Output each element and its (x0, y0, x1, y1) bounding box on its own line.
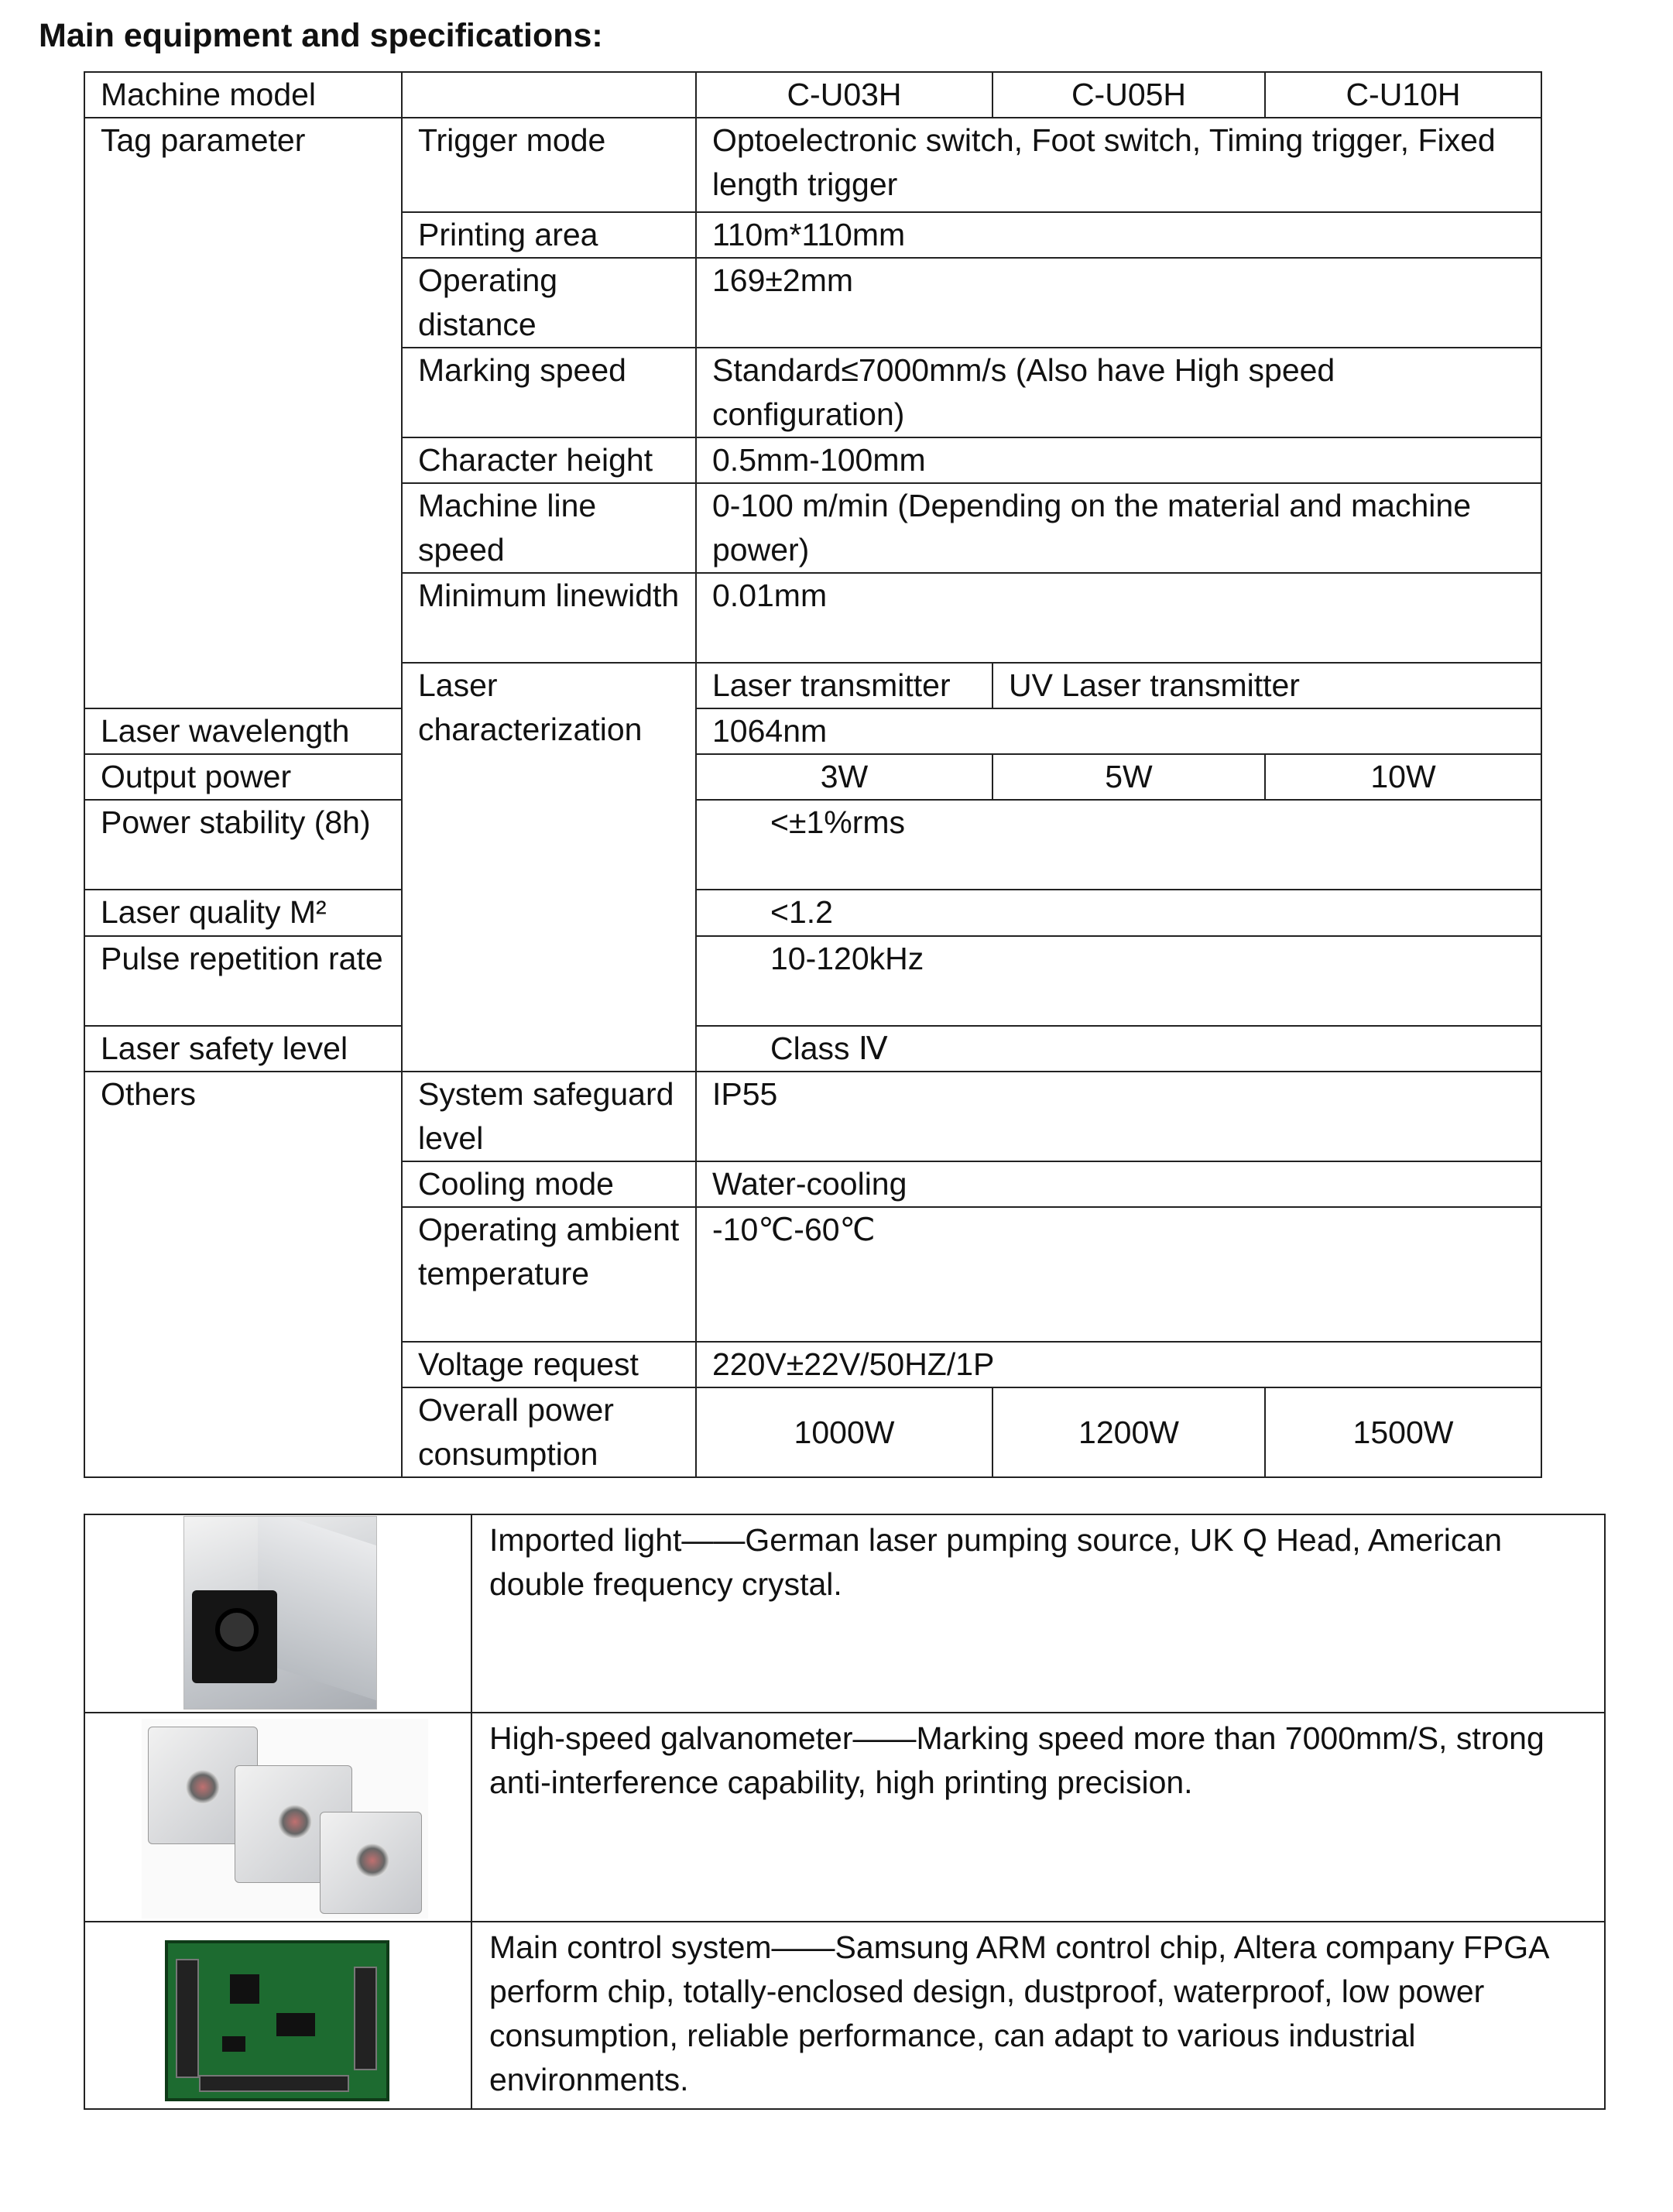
param-label: Operating ambient temperature (402, 1207, 696, 1342)
galvanometer-image (142, 1719, 428, 1919)
param-value: -10℃-60℃ (696, 1207, 1541, 1342)
param-value: 1500W (1265, 1387, 1541, 1477)
param-label: Overall power consumption (402, 1387, 696, 1477)
param-value: 10W (1265, 754, 1541, 800)
param-label: Laser safety level (84, 1026, 402, 1072)
model-label: Machine model (84, 72, 402, 118)
param-label: Character height (402, 437, 696, 483)
param-label: Cooling mode (402, 1161, 696, 1207)
table-row (84, 708, 1541, 754)
param-label: Laser quality M² (84, 890, 402, 936)
param-label: Laser wavelength (84, 708, 402, 754)
model-cell: C-U03H (696, 72, 992, 118)
param-value: 0.5mm-100mm (696, 437, 1541, 483)
param-value: <1.2 (696, 890, 1541, 936)
model-cell: C-U10H (1265, 72, 1541, 118)
table-row (84, 118, 1541, 212)
param-value: 10-120kHz (696, 936, 1541, 1026)
param-label: Machine line speed (402, 483, 696, 573)
param-value: IP55 (696, 1072, 1541, 1161)
param-value: UV Laser transmitter (992, 663, 1541, 708)
param-value: 1200W (992, 1387, 1265, 1477)
param-label: Minimum linewidth (402, 573, 696, 663)
param-label: Operating distance (402, 258, 696, 348)
table-row (84, 754, 1541, 800)
feature-row (84, 1514, 1605, 1713)
group-label: Others (84, 1072, 402, 1477)
param-value: 0.01mm (696, 573, 1541, 663)
param-value: 220V±22V/50HZ/1P (696, 1342, 1541, 1387)
table-row (84, 1026, 1541, 1072)
spec-table (84, 71, 1542, 1478)
param-label: Trigger mode (402, 118, 696, 212)
param-value: 3W (696, 754, 992, 800)
feature-text: Main control system——Samsung ARM control chip, Altera company FPGA perform chip, totally-enclosed design, dustproof, waterproof, low power consumption, reliable performance, can adapt to various industrial environments. (471, 1922, 1605, 2109)
param-value: 110m*110mm (696, 212, 1541, 258)
param-value: Standard≤7000mm/s (Also have High speed configuration) (696, 348, 1541, 437)
param-label: Output power (84, 754, 402, 800)
group-label: Laser characterization (402, 663, 696, 1072)
feature-text: High-speed galvanometer——Marking speed more than 7000mm/S, strong anti-interference capability, high printing precision. (471, 1713, 1605, 1922)
group-label: Tag parameter (84, 118, 402, 708)
param-value: Water-cooling (696, 1161, 1541, 1207)
param-label: Power stability (8h) (84, 800, 402, 890)
feature-row (84, 1922, 1605, 2109)
control-board-image (165, 1940, 389, 2101)
param-label: Marking speed (402, 348, 696, 437)
table-row (84, 1072, 1541, 1161)
laser-head-image (183, 1516, 377, 1710)
features-table (84, 1514, 1606, 2110)
table-row (84, 72, 1541, 118)
param-label: Pulse repetition rate (84, 936, 402, 1026)
param-label: Laser transmitter (696, 663, 992, 708)
param-label: Voltage request (402, 1342, 696, 1387)
param-value: 1064nm (696, 708, 1541, 754)
param-value: 169±2mm (696, 258, 1541, 348)
feature-text: Imported light——German laser pumping source, UK Q Head, American double frequency crystal. (471, 1514, 1605, 1713)
param-value: Class Ⅳ (696, 1026, 1541, 1072)
param-label: Printing area (402, 212, 696, 258)
page-title: Main equipment and specifications: (39, 17, 603, 54)
param-value: 1000W (696, 1387, 992, 1477)
model-cell: C-U05H (992, 72, 1265, 118)
feature-row (84, 1713, 1605, 1922)
table-row (84, 890, 1541, 936)
param-value: <±1%rms (696, 800, 1541, 890)
table-row (84, 800, 1541, 890)
param-value: 5W (992, 754, 1265, 800)
param-label: System safeguard level (402, 1072, 696, 1161)
param-value: Optoelectronic switch, Foot switch, Timing trigger, Fixed length trigger (696, 118, 1541, 212)
table-row (84, 936, 1541, 1026)
param-value: 0-100 m/min (Depending on the material and machine power) (696, 483, 1541, 573)
